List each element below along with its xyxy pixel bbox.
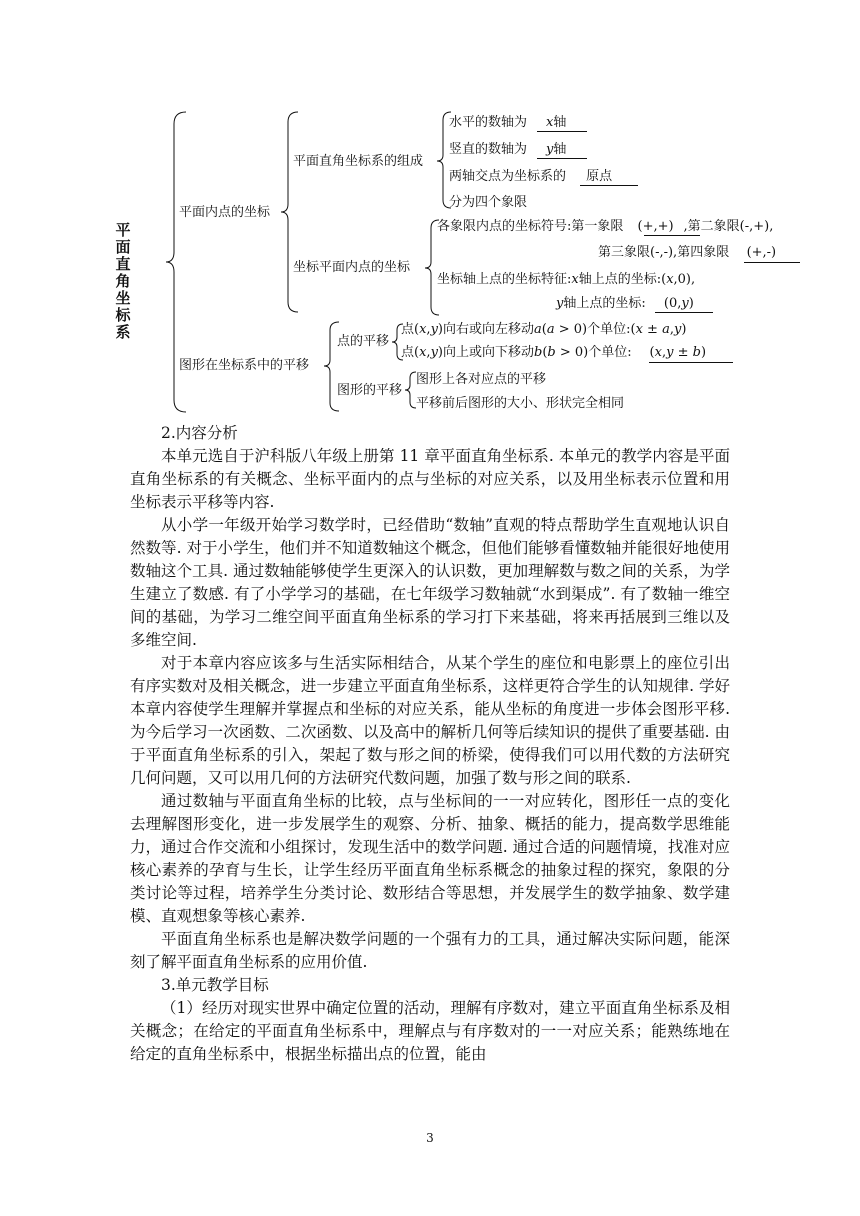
content-analysis-section (130, 422, 730, 1066)
page-number: 3 (426, 1131, 434, 1145)
blank-x-axis (537, 131, 587, 132)
node-point-translation: 点的平移 (337, 334, 390, 349)
sign-q3: 第三象限(-,-),第四象限 (598, 245, 730, 260)
move-horizontal-line: 点(x,y)向右或向左移动a(a > 0)个单位:(x ± a,y) (401, 322, 687, 337)
blank-q4 (744, 262, 800, 263)
shape-move-1: 图形上各对应点的平移 (416, 372, 547, 387)
node-system-composition: 平面直角坐标系的组成 (293, 154, 424, 169)
system-x-answer: x轴 (545, 115, 567, 130)
paragraph-3: 对于本章内容应该多与生活实际相结合，从某个学生的座位和电影票上的座位引出有序实数对及相关概念，进一步建立平面直角坐标系，这样更符合学生的认知规律. 学好本章内容使学生理解并掌握点和坐标的对应关系，能从坐标的角度进一步体会图形平移. 为今后学习一次函数、二次函数、以及高中的解析几何等后续知识的提供了重要基础. 由于平面直角坐标系的引入，架起了数与形之间的桥梁，使得我们可以用代数的方法研究几何问题，又可以用几何的方法研究代数问题，加强了数与形之间的联系. (130, 654, 730, 787)
move-vertical-line: 点(x,y)向上或向下移动b(b > 0)个单位: (x,y ± b) (401, 345, 720, 361)
sign-q4-answer: (+,-) (746, 245, 777, 260)
shape-move-2: 平移前后图形的大小、形状完全相同 (416, 396, 625, 411)
system-x-prefix: 水平的数轴为 (449, 115, 528, 130)
node-translation: 图形在坐标系中的平移 (179, 358, 310, 373)
node-shape-translation: 图形的平移 (337, 383, 403, 398)
axis-y-line: y轴上点的坐标: (0,y) (556, 296, 708, 312)
blank-origin (580, 185, 638, 186)
diagram-title: 平面直角坐标系 (115, 221, 131, 341)
paragraph-2: 从小学一年级开始学习数学时，已经借助“数轴”直观的特点帮助学生直观地认识自然数等. 对于小学生，他们并不知道数轴这个概念，但他们能够看懂数轴并能很好地使用数轴这个工具. 通过数轴能够使学生更深入的认识数，更加理解数与数之间的关系，为学生建立了数感. 有了小学学习的基础，在七年级学习数轴就“水到渠成”. 有了数轴一维空间的基础，为学习二维空间平面直角坐标系的学习打下来基础，将来再括展到三维以及多维空间. (130, 516, 730, 649)
section-heading-3: 3.单元教学目标 (161, 976, 269, 994)
paragraph-1: 本单元选自于沪科版八年级上册第 11 章平面直角坐标系. 本单元的教学内容是平面直角坐标系的有关概念、坐标平面内的点与坐标的对应关系，以及用坐标表示位置和用坐标表示平移等内容. (130, 447, 730, 511)
section-heading-2: 2.内容分析 (161, 424, 238, 442)
system-y-answer: y轴 (545, 142, 567, 157)
blank-y-axis-point (655, 312, 713, 313)
sign-q1-answer: (+,+) (637, 219, 674, 234)
system-y-axis-line (449, 142, 581, 158)
system-y-prefix: 竖直的数轴为 (449, 142, 528, 157)
sign-line-1 (437, 219, 773, 235)
paragraph-4: 通过数轴与平面直角坐标的比较，点与坐标间的一一对应转化，图形任一点的变化去理解图形变化，进一步发展学生的观察、分析、抽象、概括的能力，提高数学思维能力，通过合作交流和小组探讨，发现生活中的数学问题. 通过合适的问题情境，找准对应核心素养的孕育与生长，让学生经历平面直角坐标系概念的抽象过程的探究，象限的分类讨论等过程，培养学生分类讨论、数形结合等思想，并发展学生的数学抽象、数学建模、直观想象等核心素养. (130, 792, 730, 925)
node-points-coordinates: 平面内点的坐标 (179, 205, 271, 220)
paragraph-5: 平面直角坐标系也是解决数学问题的一个强有力的工具，通过解决实际问题，能深刻了解平面直角坐标系的应用价值. (130, 930, 730, 971)
system-x-axis-line (449, 115, 581, 131)
system-origin-line (449, 169, 628, 185)
node-plane-coordinates: 坐标平面内点的坐标 (293, 260, 411, 275)
paragraph-6: （1）经历对现实世界中确定位置的活动，理解有序数对，建立平面直角坐标系及相关概念；在给定的平面直角坐标系中，理解点与有序数对的一一对应关系；能熟练地在给定的直角坐标系中，根据坐标描出点的位置，能由 (130, 999, 730, 1063)
system-origin-answer: 原点 (586, 169, 613, 184)
system-origin-prefix: 两轴交点为坐标系的 (449, 169, 567, 184)
axis-y-answer: (0,y) (663, 296, 694, 311)
system-quadrants: 分为四个象限 (449, 195, 528, 210)
sign-prefix: 各象限内点的坐标符号:第一象限 (437, 219, 624, 234)
blank-vertical-move (649, 362, 733, 363)
sign-q2: ,第二象限(-,+), (683, 219, 774, 234)
sign-line-2 (598, 245, 789, 261)
blank-y-axis (537, 158, 587, 159)
move-vertical-answer: (x,y ± b) (649, 345, 707, 360)
axis-x-line: 坐标轴上点的坐标特征:x轴上点的坐标:(x,0), (437, 272, 696, 287)
blank-q1 (644, 235, 700, 236)
